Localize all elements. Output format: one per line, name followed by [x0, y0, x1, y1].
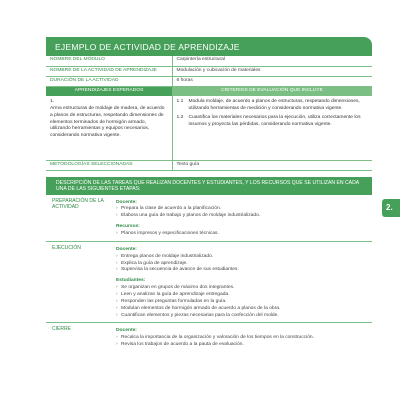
criterio-item [177, 99, 369, 113]
chevron-right-icon: › [116, 335, 118, 341]
phase-body [116, 323, 372, 352]
info-value: 6 horas [172, 76, 372, 86]
info-label: NOMBRE DE LA ACTIVIDAD DE APRENDIZAJE [46, 66, 172, 76]
criterios-cell [172, 96, 372, 160]
activity-document [46, 37, 372, 400]
list-item-text: Leen y analizan la guía de aprendizaje entregada. [121, 291, 230, 297]
list-item-text: Entrega planos de moldaje industrializado. [121, 253, 214, 259]
list-item [116, 306, 368, 313]
list-item [116, 267, 368, 274]
info-table [46, 56, 372, 171]
phase-body [116, 195, 372, 241]
metodologias-value: Texto guía [172, 160, 372, 170]
list-item [116, 299, 368, 306]
chevron-right-icon: › [116, 260, 118, 266]
list-item-text: Se organizan en grupos de máximo dos integrantes. [121, 285, 235, 291]
phase-body [116, 242, 372, 323]
info-row [46, 56, 372, 66]
list-item-text: Recalca la importancia de la organización y valoración de los tiempos en la construcción. [121, 335, 315, 341]
list-item-text: Prepara la clase de acuerdo a la planificación. [121, 206, 222, 212]
criterio-number: 1.2 [176, 114, 184, 120]
phase-ejecucion [46, 242, 372, 324]
list-item-text: Modulan elementos de hormigón armado de acuerdo a planos de la obra. [121, 305, 281, 311]
list-item-text: Responden las preguntas formuladas en la guía. [121, 298, 227, 304]
docente-title: Docente: [116, 199, 137, 205]
docente-title: Docente: [116, 246, 137, 252]
chevron-right-icon: › [116, 230, 118, 236]
estudiantes-title: Estudiantes: [116, 278, 146, 284]
list-item [116, 231, 368, 238]
metodologias-row [46, 160, 372, 170]
chevron-right-icon: › [116, 206, 118, 212]
recursos-title: Recursos: [116, 224, 140, 230]
aprendizaje-number: 1. [50, 99, 55, 104]
chevron-right-icon: › [116, 298, 118, 304]
info-label: NOMBRE DEL MÓDULO [46, 56, 172, 66]
list-item-text: Revisa los trabajos de acuerdo a la pauta de evaluación. [121, 342, 244, 348]
chevron-right-icon: › [116, 305, 118, 311]
document-title: EJEMPLO DE ACTIVIDAD DE APRENDIZAJE [46, 37, 372, 56]
aprendizajes-header: APRENDIZAJES ESPERADOS [46, 86, 172, 96]
list-item-text: Supervisa la secuencia de avance de sus estudiantes. [121, 267, 239, 273]
criterio-text: Cuantifica los materiales necesarios para la ejecución, utiliza correctamente los insumos y proyecta las pérdidas, considerando normativa vigente. [188, 114, 361, 127]
list-item-text: Planos impresos y especificaciones técnicas. [121, 230, 219, 236]
docente-title: Docente: [116, 328, 137, 334]
aprendizaje-row [46, 96, 372, 160]
phase-label: PREPARACIÓN DE LA ACTIVIDAD [52, 197, 104, 211]
list-item-text: Explica la guía de aprendizaje. [121, 260, 188, 266]
list-item [116, 285, 368, 292]
chevron-right-icon: › [116, 285, 118, 291]
chevron-right-icon: › [116, 291, 118, 297]
metodologias-label: METODOLOGÍAS SELECCIONADAS [46, 160, 172, 170]
phase-cierre [46, 323, 372, 352]
info-row [46, 76, 372, 86]
phase-preparacion [46, 195, 372, 242]
chevron-right-icon: › [116, 312, 118, 318]
list-item [116, 342, 368, 349]
aprendizaje-cell [46, 96, 172, 160]
columns-header-row [46, 86, 372, 96]
tasks-header: DESCRIPCIÓN DE LAS TAREAS QUE REALIZAN DOCENTES Y ESTUDIANTES, Y LOS RECURSOS QUE SE UTILIZAN EN CADA UNA DE LAS SIGUIENTES ETAPAS: [46, 177, 372, 195]
chevron-right-icon: › [116, 342, 118, 348]
list-item-text: Elabora una guía de trabajo y planos de moldaje industrializado. [121, 213, 261, 219]
phase-label: EJECUCIÓN [52, 244, 81, 251]
chevron-right-icon: › [116, 253, 118, 259]
info-label: DURACIÓN DE LA ACTIVIDAD [46, 76, 172, 86]
list-item [116, 213, 368, 220]
criterio-item [177, 115, 369, 129]
list-item [116, 313, 368, 320]
list-item-text: Cuantifican elementos y piezas necesarias para la confección del molde. [121, 312, 279, 318]
list-item [116, 254, 368, 261]
info-row [46, 66, 372, 76]
criterio-number: 1.1 [176, 99, 184, 104]
list-item [116, 292, 368, 299]
chevron-right-icon: › [116, 213, 118, 219]
criterios-header: CRITERIOS DE EVALUACIÓN QUE INCLUYE [172, 86, 372, 96]
info-value: Modulación y cubicación de materiales [172, 66, 372, 76]
phase-label: CIERRE [52, 326, 71, 333]
aprendizaje-text: Arma estructuras de moldaje de madera, de acuerdo a planos de estructuras, respetando dimensiones de elementos terminados de hormigón armado, utilizando herramientas y equipos necesarios, considerando normativa vigente. [50, 105, 165, 139]
section-number-tab: 2. [382, 199, 400, 217]
chevron-right-icon: › [116, 267, 118, 273]
criterio-text: Modula moldaje, de acuerdo a planos de estructuras, respetando dimensiones, utilizando herramientas de medición y considerando normativa vigente. [188, 99, 360, 111]
info-value: Carpintería estructural [172, 56, 372, 66]
